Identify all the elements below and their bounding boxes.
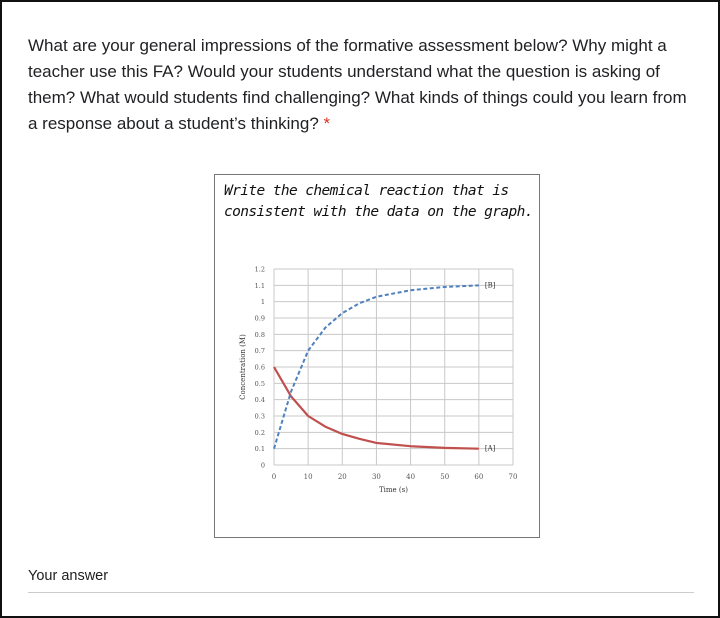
y-tick-label: 0.1	[254, 445, 265, 454]
y-tick-label: 0.6	[254, 363, 265, 372]
y-tick-label: 1	[260, 298, 265, 307]
question-image	[214, 174, 540, 538]
y-tick-label: 1.2	[254, 265, 265, 274]
required-asterisk: *	[323, 114, 331, 133]
x-axis-label: Time (s)	[379, 486, 408, 494]
series-label: [A]	[484, 444, 496, 453]
answer-input-placeholder[interactable]: Your answer	[28, 568, 109, 584]
y-tick-label: 0.5	[254, 379, 265, 388]
y-tick-label: 0.4	[254, 396, 265, 405]
y-tick-label: 0	[260, 461, 265, 470]
x-tick-label: 70	[508, 473, 518, 481]
y-tick-label: 1.1	[254, 281, 265, 290]
figure-title: Write the chemical reaction that is consistent with the data on the graph.	[224, 183, 533, 220]
y-tick-label: 0.9	[254, 314, 265, 323]
y-axis-label: Concentration (M)	[239, 334, 247, 400]
x-tick-label: 20	[337, 473, 347, 481]
y-tick-label: 0.8	[254, 330, 265, 339]
y-tick-label: 0.7	[254, 347, 265, 356]
x-tick-label: 10	[303, 473, 313, 481]
answer-input-underline[interactable]	[28, 592, 694, 593]
x-tick-label: 40	[406, 473, 416, 481]
y-tick-label: 0.2	[254, 428, 265, 437]
x-tick-label: 30	[371, 473, 381, 481]
y-tick-label: 0.3	[254, 412, 265, 421]
series-label: [B]	[484, 281, 496, 290]
concentration-chart	[215, 175, 539, 537]
x-tick-label: 50	[440, 473, 450, 481]
x-tick-label: 0	[271, 473, 277, 481]
x-tick-label: 60	[474, 473, 484, 481]
question-title: What are your general impressions of the formative assessment below? Why might a teacher use this FA? Would your students understand what the question is asking of them? What would students find challenging? What kinds of things could you learn from a response about a student’s thinking? *	[28, 36, 687, 133]
